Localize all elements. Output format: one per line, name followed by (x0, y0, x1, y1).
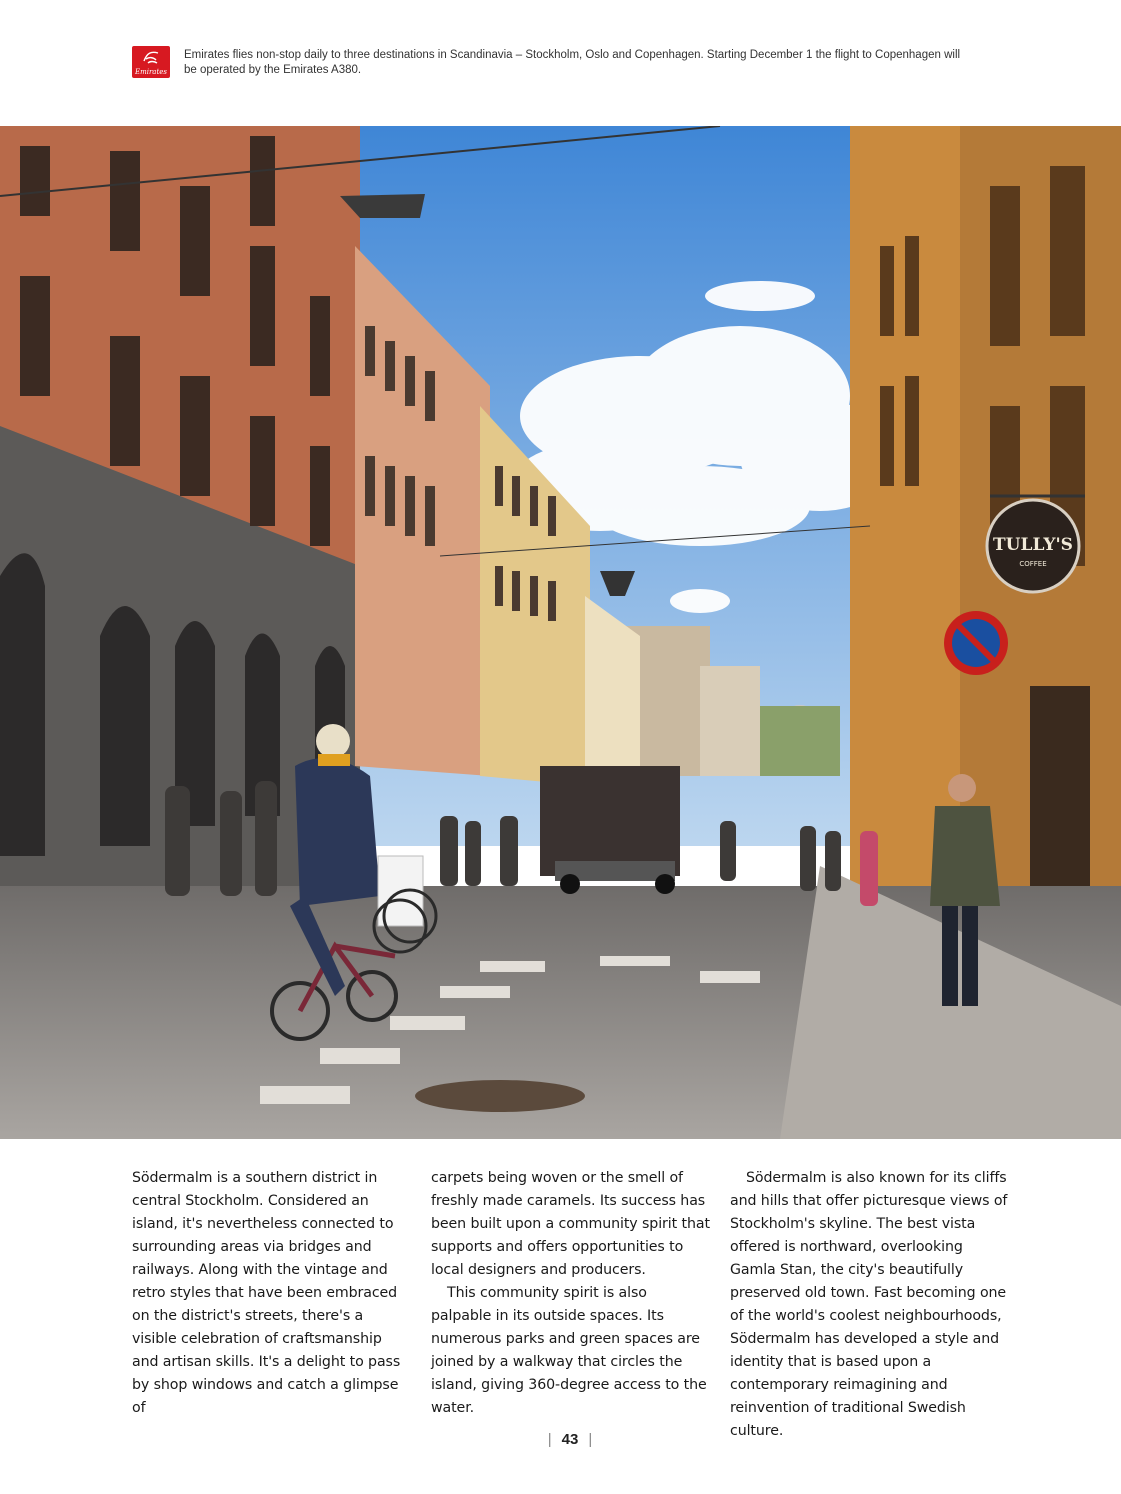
column-1-paragraph-1: Södermalm is a southern district in central Stockholm. Considered an island, it's nevertheless connected to surrounding areas via bridges and railways. Along with the vintage and retro styles that have been embraced on the district's streets, there's a visible celebration of craftsmanship and artisan skills. It's a delight to pass by shop windows and catch a glimpse of (132, 1170, 401, 1416)
manhole-cover (415, 1080, 585, 1112)
column-2-paragraph-2: This community spirit is also palpable in its outside spaces. Its numerous parks and green spaces are joined by a walkway that circles the island, giving 360-degree access to the water. (431, 1285, 707, 1416)
stockholm-street-illustration (0, 126, 1121, 1139)
emirates-calligraphy-icon (142, 49, 160, 65)
ad-caption-header (132, 46, 972, 80)
page-number-value: 43 (561, 1431, 579, 1448)
article-column-2 (431, 1167, 711, 1420)
article-column-3 (730, 1167, 1010, 1443)
folio-divider: | (588, 1431, 593, 1448)
tullys-sign-text: TULLY'S (993, 535, 1073, 555)
delivery-truck (540, 766, 680, 894)
article-column-1 (132, 1167, 412, 1420)
column-3-paragraph-1: Södermalm is also known for its cliffs and hills that offer picturesque views of Stockholm's skyline. The best vista offered is northward, overlooking Gamla Stan, the city's beautifully preserved old town. Fast becoming one of the world's coolest neighbourhoods, Södermalm has developed a style and identity that is based upon a contemporary reimagining and reinvention of traditional Swedish culture. (730, 1170, 1008, 1439)
folio-divider: | (547, 1431, 552, 1448)
no-parking-sign-icon (944, 611, 1008, 675)
column-2-paragraph-1: carpets being woven or the smell of freshly made caramels. Its success has been built upon a community spirit that supports and offers opportunities to local designers and producers. (431, 1170, 710, 1278)
street-photo (0, 126, 1121, 1139)
emirates-logo (132, 46, 170, 78)
logo-wordmark: Emirates (134, 68, 168, 76)
tullys-sign-subtext: COFFEE (1019, 560, 1047, 568)
header-caption: Emirates flies non-stop daily to three destinations in Scandinavia – Stockholm, Oslo and Copenhagen. Starting December 1 the flight to Copenhagen will be operated by the Emirates A380. (184, 49, 961, 76)
page-number (530, 1431, 610, 1448)
